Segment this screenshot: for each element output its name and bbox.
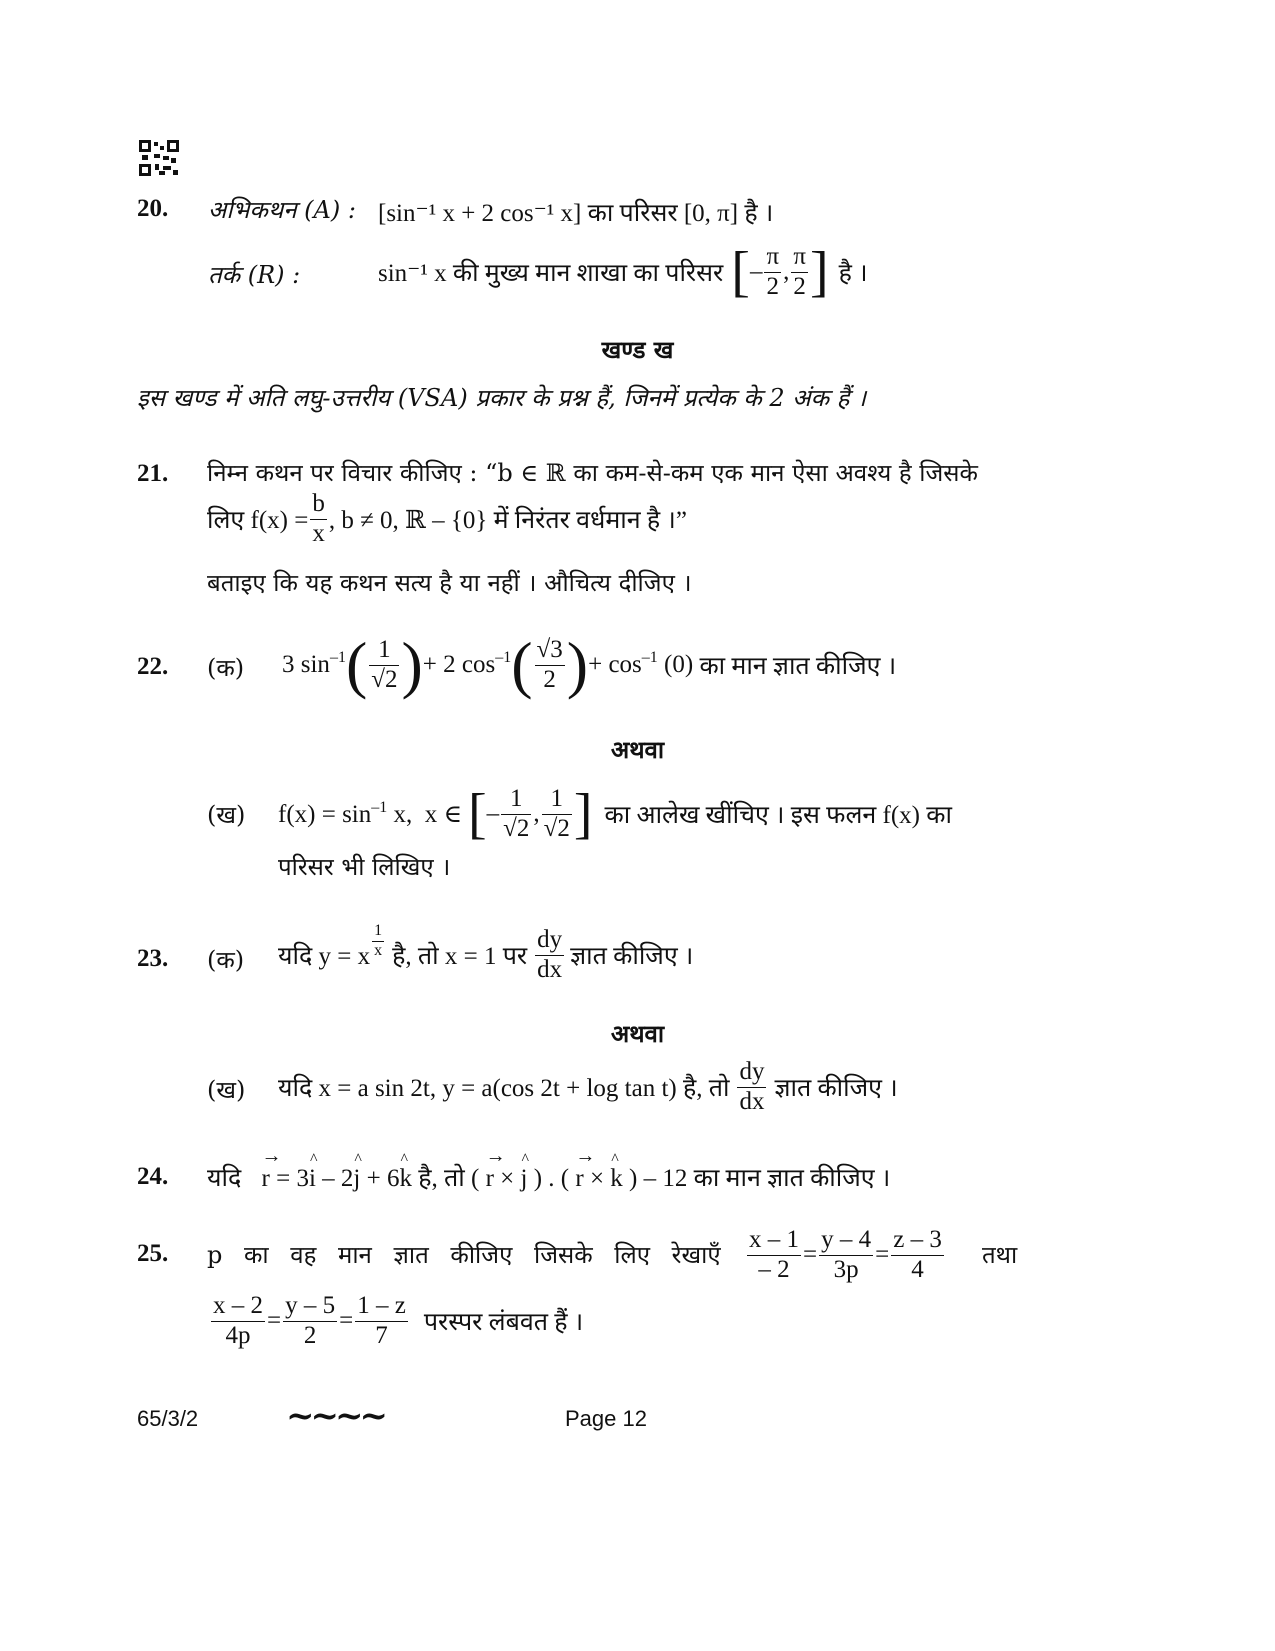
- reason-label: तर्क (R) :: [208, 261, 301, 289]
- question-number: 25.: [137, 1240, 169, 1267]
- interval-numerator: π: [791, 243, 808, 273]
- fraction-denominator: x: [312, 519, 325, 547]
- reason-end: है ।: [838, 260, 868, 287]
- q22b-expression: $f(x) = \sin^{-1} x$, x ∈ [ – $\frac{1}{√2}$ , $\frac{1}{√2}$ ] का आलेख खींचिए । इस फलन f(x) का: [278, 783, 952, 845]
- q25-line-eq2: $\frac{x - 2}{4p}$ = $\frac{y - 5}{2}$ = $\frac{1 - z}{7}$ परस्पर लंबवत हैं ।: [213, 1291, 584, 1349]
- question-number: 21.: [137, 460, 169, 487]
- q21-line1: निम्न कथन पर विचार कीजिए : “b ∈ ℝ का कम-से-कम एक मान ऐसा अवश्य है जिसके: [207, 459, 978, 487]
- q22a-tail: का मान ज्ञात कीजिए ।: [699, 653, 897, 680]
- q22b-text: का आलेख खींचिए । इस फलन f(x) का: [604, 802, 952, 829]
- question-number: 22.: [137, 653, 169, 680]
- assertion-label: अभिकथन (A) :: [208, 196, 356, 224]
- q25-and: तथा: [982, 1241, 1018, 1269]
- q21-line2: [207, 489, 687, 547]
- interval-numerator: π: [764, 243, 781, 273]
- q21-line2-post: , b ≠ 0, ℝ – {0} में निरंतर वर्धमान है ।”: [328, 507, 687, 534]
- reason-text: sin⁻¹ x की मुख्य मान शाखा का परिसर [ – $\frac{\pi}{2}$ , $\frac{\pi}{2}$ ] है ।: [378, 241, 868, 303]
- question-number: 24.: [137, 1163, 169, 1190]
- interval-denominator: 2: [793, 272, 806, 300]
- question-number: 23.: [137, 945, 169, 972]
- part-label: (ख): [207, 1076, 246, 1104]
- q24-expression: यदि → r = 3^ i – 2^ j + 6^ k है, तो ( → r × ^ j ) . ( → r × ^ k ) – 12 का मान ज्ञात कीजिए ।: [207, 1160, 890, 1194]
- assertion-text: [sin⁻¹ x + 2 cos⁻¹ x] का परिसर [0, π] है ।: [378, 200, 774, 227]
- paper-code: 65/3/2: [137, 1406, 199, 1431]
- wave-symbol: ~~~~: [286, 1396, 384, 1436]
- q21-line3: बताइए कि यह कथन सत्य है या नहीं । औचित्य दीजिए ।: [207, 569, 692, 597]
- part-label: (क): [207, 946, 245, 974]
- q22b-line2: परिसर भी लिखिए ।: [278, 853, 451, 881]
- section-title: खण्ड ख: [601, 335, 674, 364]
- q22a-expression: 3 $\sin^{-1}$ ( $\frac{1}{√2}$ ) + 2 $\cos^{-1}$ ( $\frac{√3}{2}$ ) + $\cos^{-1} (0)$ का मान ज्ञात कीजिए ।: [282, 629, 897, 700]
- q24-pre: यदि: [207, 1165, 242, 1192]
- question-number: 20.: [137, 195, 169, 222]
- qr-code-icon: [139, 140, 179, 176]
- interval-denominator: 2: [766, 272, 779, 300]
- q25-line1: p का वह मान ज्ञात कीजिए जिसके लिए रेखाएँ: [207, 1241, 721, 1269]
- reason-statement: sin⁻¹ x की मुख्य मान शाखा का परिसर: [378, 260, 724, 287]
- q23b-text1: यदि x = a sin 2t, y = a(cos 2t + log tan t) है, तो: [278, 1075, 730, 1102]
- q25-line2-end: परस्पर लंबवत हैं ।: [423, 1309, 584, 1336]
- or-separator: अथवा: [610, 1019, 665, 1048]
- q23b-expression: यदि x = a sin 2t, y = a(cos 2t + log tan t) है, तो $\frac{dy}{dx}$ ज्ञात कीजिए ।: [278, 1057, 898, 1115]
- q24-mid: है, तो: [418, 1165, 465, 1192]
- q23a-expression: यदि y = x $\frac{1}{x}$ है, तो x = 1 पर $\frac{dy}{dx}$ ज्ञात कीजिए ।: [278, 922, 694, 983]
- page-number: Page 12: [565, 1406, 647, 1431]
- q23b-text2: ज्ञात कीजिए ।: [774, 1075, 898, 1102]
- q23a-text3: ज्ञात कीजिए ।: [570, 943, 694, 970]
- q23a-text1: यदि y = x: [278, 943, 371, 970]
- section-instruction: इस खण्ड में अति लघु-उत्तरीय (VSA) प्रकार के प्रश्न हैं, जिनमें प्रत्येक के 2 अंक हैं ।: [137, 384, 867, 412]
- q21-line2-pre: लिए f(x) =: [207, 507, 309, 534]
- q25-line-eq1: $\frac{x - 1}{- 2}$ = $\frac{y - 4}{3p}$ = $\frac{z - 3}{4}$: [749, 1225, 942, 1283]
- fraction-numerator: b: [310, 490, 327, 520]
- q23a-text2: है, तो x = 1 पर: [392, 943, 528, 970]
- part-label: (क): [207, 654, 245, 682]
- q24-end: – 12 का मान ज्ञात कीजिए ।: [643, 1165, 891, 1192]
- or-separator: अथवा: [610, 735, 665, 764]
- part-label: (ख): [207, 801, 246, 829]
